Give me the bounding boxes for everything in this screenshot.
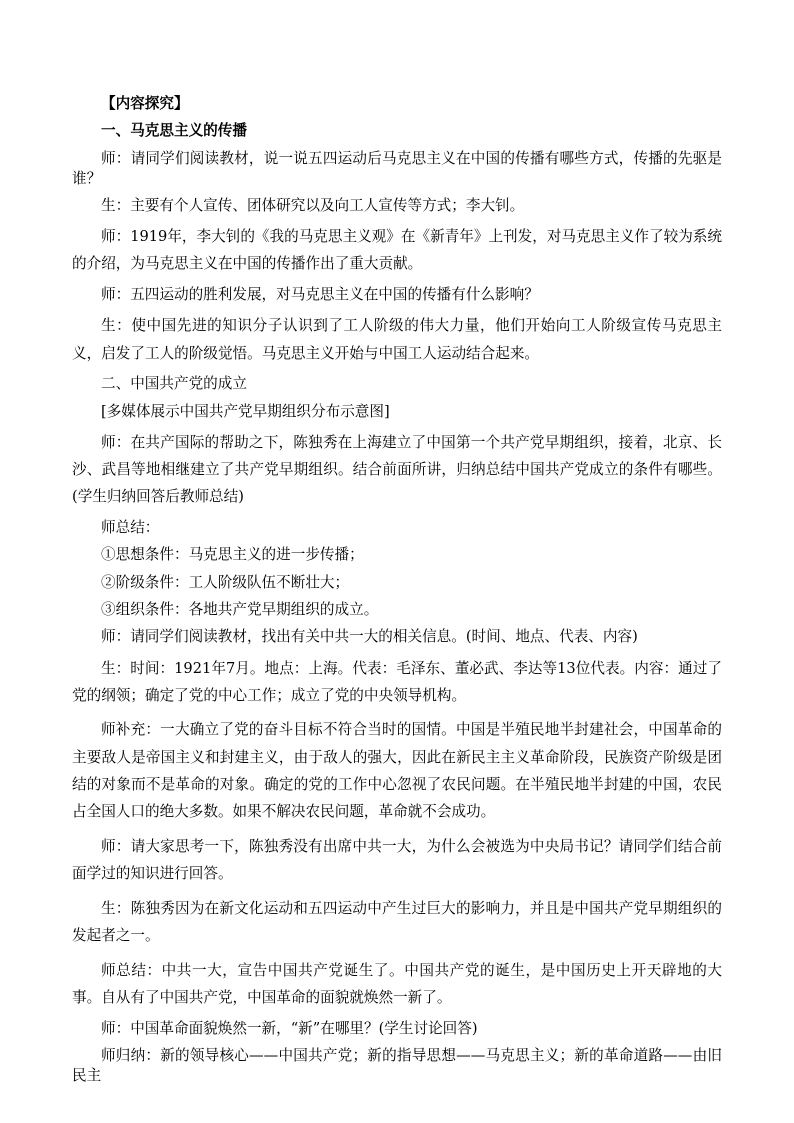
paragraph-teacher-summary-birth: 师总结：中共一大，宣告中国共产党诞生了。中国共产党的诞生，是中国历史上开天辟地的大事。自从有了中国共产党，中国革命的面貌就焕然一新了。 — [72, 961, 722, 1006]
paragraph-student-answer-2: 生：使中国先进的知识分子认识到了工人阶级的伟大力量，他们开始向工人阶级宣传马克思主义，启发了工人的阶级觉悟。马克思主义开始与中国工人运动结合起来。 — [72, 317, 722, 362]
paragraph-teacher-conclusion: 师归纳：新的领导核心——中国共产党；新的指导思想——马克思主义；新的革命道路——由旧民主 — [72, 1046, 722, 1084]
media-note: [多媒体展示中国共产党早期组织分布示意图] — [101, 402, 390, 420]
document-page — [72, 94, 722, 1093]
paragraph-teacher-first-congress-question: 师：请同学们阅读教材，找出有关中共一大的相关信息。(时间、地点、代表、内容) — [101, 628, 638, 646]
paragraph-teacher-summary-label: 师总结： — [101, 519, 160, 537]
paragraph-teacher-supplement: 师补充：一大确立了党的奋斗目标不符合当时的国情。中国是半殖民地半封建社会，中国革命的主要敌人是帝国主义和封建主义，由于敌人的强大，因此在新民主主义革命阶段，民族资产阶级是团结的对象而不是革命的对象。确定的党的工作中心忽视了农民问题。在半殖民地半封建的中国，农民占全国人口的绝大多数。如果不解决农民问题，革命就不会成功。 — [72, 721, 722, 821]
list-item-class-condition: ②阶级条件：工人阶级队伍不断壮大； — [101, 573, 350, 591]
paragraph-student-first-congress-answer: 生：时间：1921年7月。地点：上海。代表：毛泽东、董必武、李达等13位代表。内容：通过了党的纲领；确定了党的中心工作；成立了党的中央领导机构。 — [72, 659, 722, 704]
list-item-organizational-condition: ③组织条件：各地共产党早期组织的成立。 — [101, 600, 379, 618]
paragraph-teacher-li-dazhao: 师：1919年，李大钊的《我的马克思主义观》在《新青年》上刊发，对马克思主义作了较为系统的介绍，为马克思主义在中国的传播作出了重大贡献。 — [72, 228, 722, 273]
section-title-marxism-spread: 一、马克思主义的传播 — [101, 122, 247, 140]
paragraph-teacher-chen-duxiu-question: 师：请大家思考一下，陈独秀没有出席中共一大，为什么会被选为中央局书记？请同学们结合前面学过的知识进行回答。 — [72, 837, 722, 883]
paragraph-teacher-new-question: 师：中国革命面貌焕然一新，“新”在哪里？(学生讨论回答) — [101, 1019, 478, 1037]
paragraph-student-answer-1: 生：主要有个人宣传、团体研究以及向工人宣传等方式；李大钊。 — [101, 196, 525, 214]
paragraph-teacher-question-2: 师：五四运动的胜利发展，对马克思主义在中国的传播有什么影响？ — [101, 286, 539, 304]
list-item-ideological-condition: ①思想条件：马克思主义的进一步传播； — [101, 546, 364, 564]
heading-content-explore: 【内容探究】 — [101, 95, 189, 112]
paragraph-student-chen-duxiu-answer: 生：陈独秀因为在新文化运动和五四运动中产生过巨大的影响力，并且是中国共产党早期组织的发起者之一。 — [72, 899, 722, 945]
section-title-party-founding: 二、中国共产党的成立 — [101, 375, 247, 393]
paragraph-teacher-question-1: 师：请同学们阅读教材，说一说五四运动后马克思主义在中国的传播有哪些方式，传播的先驱是谁？ — [72, 149, 722, 187]
paragraph-teacher-comintern: 师：在共产国际的帮助之下，陈独秀在上海建立了中国第一个共产党早期组织，接着，北京、长沙、武昌等地相继建立了共产党早期组织。结合前面所讲，归纳总结中国共产党成立的条件有哪些。(学生归纳回答后教师总结) — [72, 433, 722, 506]
